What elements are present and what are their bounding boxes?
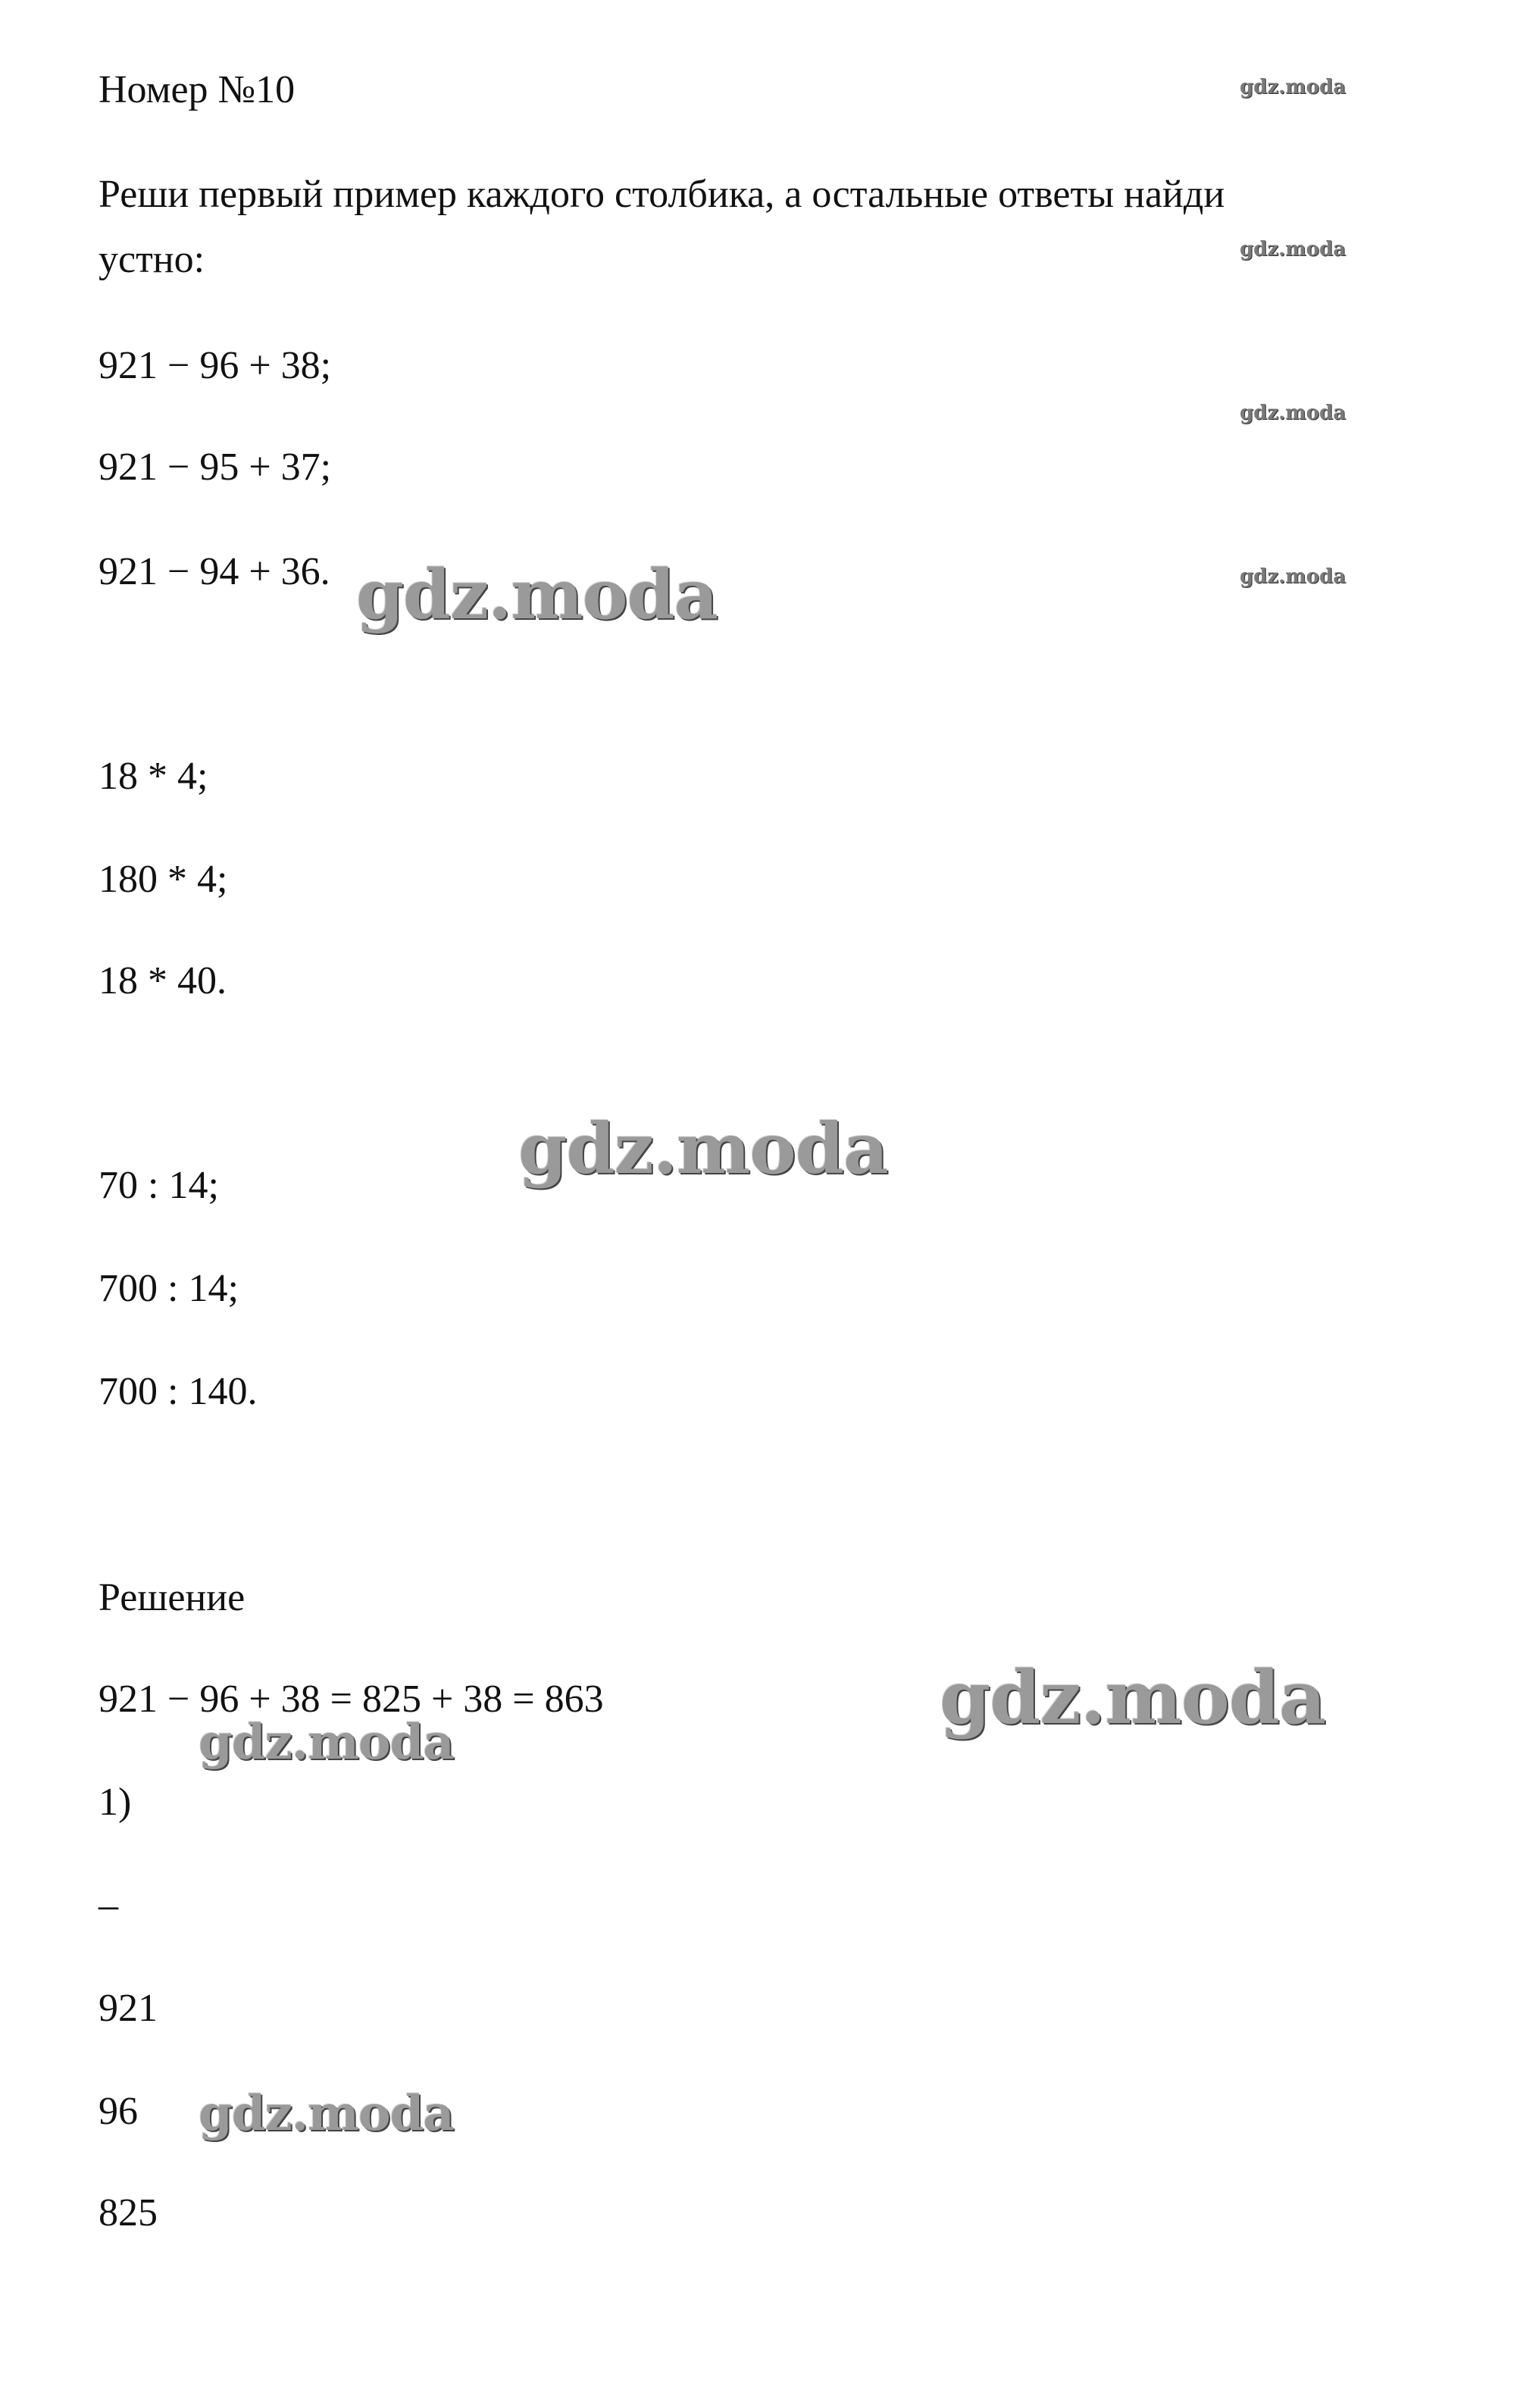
- solution-equation: 921 − 96 + 38 = 825 + 38 = 863: [99, 1678, 604, 1721]
- watermark-medium-1: gdz.moda: [356, 555, 718, 635]
- task-text-line-1: Реши первый пример каждого столбика, а остальные ответы найди: [99, 173, 1225, 216]
- column-3-example-3: 700 : 140.: [99, 1370, 258, 1413]
- watermark-medium-3: gdz.moda: [199, 1714, 454, 1771]
- task-text-line-2: устно:: [99, 238, 205, 281]
- column-3-example-1: 70 : 14;: [99, 1164, 219, 1207]
- column-3-example-2: 700 : 14;: [99, 1267, 239, 1310]
- column-1-example-2: 921 − 95 + 37;: [99, 446, 332, 489]
- column-2-example-1: 18 * 4;: [99, 755, 208, 798]
- column-1-example-3: 921 − 94 + 36.: [99, 550, 330, 593]
- watermark-medium-4: gdz.moda: [199, 2085, 454, 2142]
- column-1-example-1: 921 − 96 + 38;: [99, 344, 332, 387]
- column-2-example-3: 18 * 40.: [99, 959, 227, 1002]
- watermark-small-4: gdz.moda: [1240, 565, 1347, 588]
- column-2-example-2: 180 * 4;: [99, 858, 228, 901]
- column-minuend: 921: [99, 1987, 158, 2030]
- watermark-small-3: gdz.moda: [1240, 402, 1347, 424]
- watermark-medium-2: gdz.moda: [518, 1108, 888, 1190]
- watermark-large: gdz.moda: [940, 1655, 1326, 1740]
- column-subtrahend: 96: [99, 2090, 138, 2133]
- solution-step-label: 1): [99, 1781, 132, 1824]
- column-subtraction-sign: –: [99, 1884, 118, 1927]
- solution-heading: Решение: [99, 1576, 246, 1619]
- watermark-small-1: gdz.moda: [1240, 76, 1347, 99]
- watermark-small-2: gdz.moda: [1240, 238, 1347, 261]
- task-number-title: Номер №10: [99, 68, 296, 111]
- column-difference: 825: [99, 2191, 158, 2234]
